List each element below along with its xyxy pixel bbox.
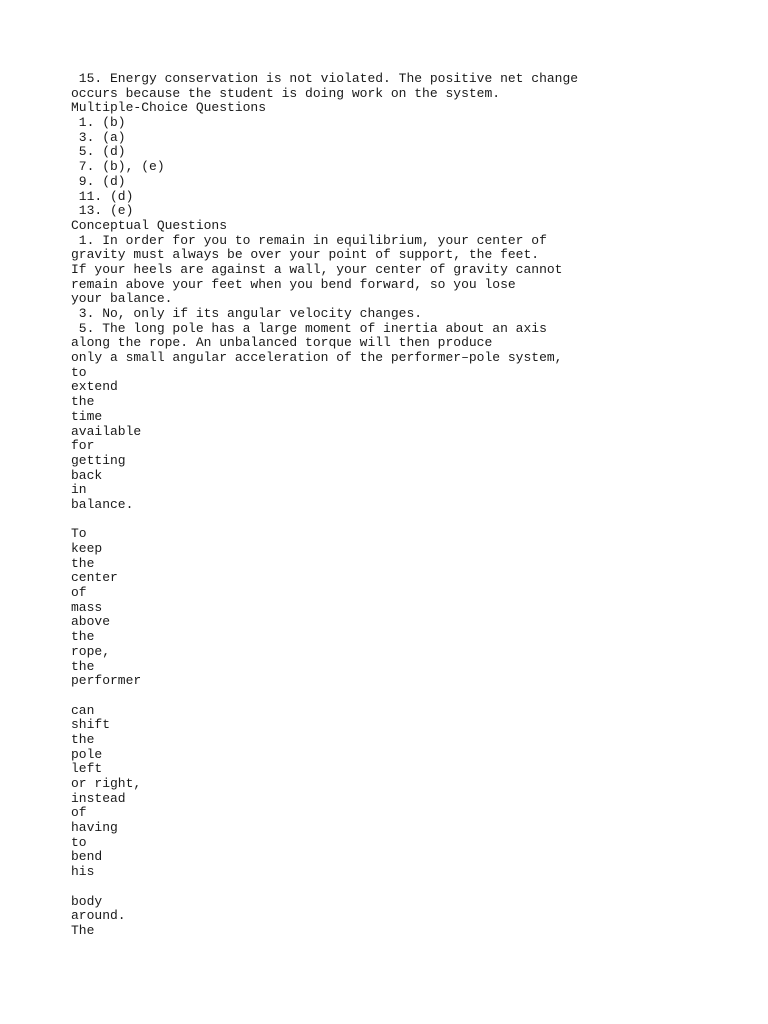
text-line: mass [71,599,103,615]
answer-line: 7. (b), (e) [71,159,165,175]
text-line: the [71,658,95,674]
text-line: body [71,893,103,909]
text-line: keep [71,541,103,556]
text-line: 3. No, only if its angular velocity changes. [71,306,423,321]
blank-line [71,880,751,895]
text-line: to [71,834,87,850]
text-line: remain above your feet when you bend forward, so you lose [71,276,516,292]
text-line: 1. In order for you to remain in equilibrium, your center of [71,232,547,248]
text-line: 5. The long pole has a large moment of inertia about an axis [71,320,547,336]
text-line: the [71,629,95,645]
answer-line: 1. (b) [71,115,126,131]
text-line: or right, [71,776,142,791]
text-line: only a small angular acceleration of the performer–pole system, [71,350,563,366]
text-line: rope, [71,643,111,659]
answer-line: 9. (d) [71,173,126,189]
text-line: extend [71,379,118,395]
text-line: to [71,364,87,380]
text-line: the [71,394,95,410]
text-line: pole [71,746,103,762]
text-line: performer [71,673,142,689]
answer-line: 5. (d) [71,144,126,160]
answer-line: 3. (a) [71,129,126,145]
text-line: available [71,423,142,439]
text-line: If your heels are against a wall, your center of gravity cannot [71,261,563,277]
text-line: 15. Energy conservation is not violated. The positive net change [71,71,579,86]
text-line: of [71,585,87,601]
text-line: gravity must always be over your point of support, the feet. [71,247,540,263]
blank-line [71,513,751,528]
text-line: getting [71,452,126,468]
text-line: To [71,526,87,542]
text-line: occurs because the student is doing work on the system. [71,85,501,101]
text-line: having [71,820,118,836]
text-line: his [71,864,95,880]
text-line: your balance. [71,291,173,307]
text-line: time [71,408,103,424]
text-line: above [71,614,111,630]
answer-line: 11. (d) [71,188,134,204]
text-line: around. [71,908,126,924]
text-line: along the rope. An unbalanced torque will then produce [71,335,493,351]
text-line: in [71,482,87,498]
text-line: back [71,467,103,483]
text-line: balance. [71,496,134,512]
text-line: left [71,761,103,777]
text-line: The [71,922,95,938]
text-line: the [71,555,95,571]
text-line: of [71,805,87,821]
document-page [71,72,751,939]
blank-line [71,689,751,704]
text-line: the [71,731,95,747]
text-line: bend [71,849,103,865]
text-line: can [71,702,95,718]
section-heading-multiple-choice: Multiple-Choice Questions [71,100,267,116]
section-heading-conceptual: Conceptual Questions [71,217,228,233]
text-line: center [71,570,118,586]
text-line: for [71,438,95,454]
answer-line: 13. (e) [71,203,134,219]
text-line: shift [71,717,111,733]
text-line: instead [71,790,126,806]
